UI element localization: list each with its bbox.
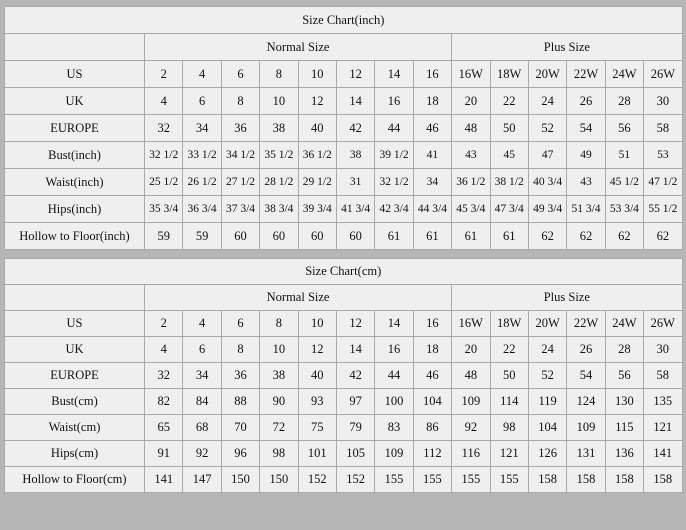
cell: 48 (452, 115, 490, 142)
group-header-normal: Normal Size (145, 285, 452, 311)
cell: 22 (490, 337, 528, 363)
cell: 150 (260, 467, 298, 493)
cell: 58 (644, 363, 682, 389)
cell: 62 (644, 223, 683, 250)
cell: 61 (452, 223, 490, 250)
cell: 8 (260, 311, 298, 337)
table-row (5, 389, 683, 415)
cell: 4 (145, 88, 183, 115)
cell: 34 1/2 (221, 142, 259, 169)
cell: 22 (490, 88, 528, 115)
cell: 2 (145, 311, 183, 337)
cell: 38 1/2 (490, 169, 528, 196)
cell: 44 3/4 (413, 196, 451, 223)
cell: 20 (452, 337, 490, 363)
cell: 18W (490, 61, 528, 88)
cell: 126 (528, 441, 566, 467)
table-row (5, 88, 683, 115)
table-row (5, 196, 683, 223)
table-row (5, 223, 683, 250)
cell: 10 (260, 337, 298, 363)
cell: 35 1/2 (260, 142, 298, 169)
cell: 29 1/2 (298, 169, 336, 196)
cell: 26 1/2 (183, 169, 221, 196)
cell: 104 (528, 415, 566, 441)
cell: 42 (336, 115, 374, 142)
cell: 82 (145, 389, 183, 415)
cell: 119 (528, 389, 566, 415)
cell: 62 (528, 223, 566, 250)
cell: 14 (336, 88, 374, 115)
cell: 24 (528, 88, 566, 115)
cell: 121 (644, 415, 682, 441)
cell: 155 (413, 467, 451, 493)
cell: 50 (490, 115, 528, 142)
cell: 10 (298, 61, 336, 88)
cell: 33 1/2 (183, 142, 221, 169)
cell: 24W (605, 311, 643, 337)
cell: 84 (183, 389, 221, 415)
corner-cell (5, 34, 145, 61)
cell: 34 (413, 169, 451, 196)
cell: 36 1/2 (452, 169, 490, 196)
cell: 90 (260, 389, 298, 415)
cell: 8 (221, 88, 259, 115)
row-label: US (5, 61, 145, 88)
row-label: EUROPE (5, 115, 145, 142)
cell: 22W (567, 311, 605, 337)
cell: 97 (336, 389, 374, 415)
cell: 49 3/4 (528, 196, 566, 223)
cell: 42 (336, 363, 374, 389)
cell: 147 (183, 467, 221, 493)
cell: 83 (375, 415, 413, 441)
cell: 38 3/4 (260, 196, 298, 223)
cell: 124 (567, 389, 605, 415)
cell: 12 (298, 337, 336, 363)
cell: 39 3/4 (298, 196, 336, 223)
chart-group-row (5, 34, 683, 61)
cell: 98 (490, 415, 528, 441)
cell: 26 (567, 337, 605, 363)
cell: 27 1/2 (221, 169, 259, 196)
cell: 8 (221, 337, 259, 363)
row-label: US (5, 311, 145, 337)
cell: 114 (490, 389, 528, 415)
cell: 36 1/2 (298, 142, 336, 169)
cell: 101 (298, 441, 336, 467)
cell: 60 (221, 223, 259, 250)
cell: 79 (336, 415, 374, 441)
cell: 45 1/2 (605, 169, 643, 196)
cell: 115 (605, 415, 643, 441)
cell: 16 (413, 311, 451, 337)
cell: 92 (452, 415, 490, 441)
table-row (5, 337, 683, 363)
cell: 47 (528, 142, 566, 169)
row-label: Hollow to Floor(cm) (5, 467, 145, 493)
cell: 47 1/2 (644, 169, 683, 196)
cell: 121 (490, 441, 528, 467)
cell: 14 (375, 61, 413, 88)
size-chart-cm (4, 258, 683, 493)
cell: 60 (260, 223, 298, 250)
cell: 61 (375, 223, 413, 250)
cell: 158 (567, 467, 605, 493)
cell: 6 (183, 88, 221, 115)
cell: 28 (605, 88, 643, 115)
cell: 12 (298, 88, 336, 115)
cell: 61 (490, 223, 528, 250)
cell: 86 (413, 415, 451, 441)
cell: 20W (528, 311, 566, 337)
cell: 100 (375, 389, 413, 415)
cell: 30 (644, 337, 682, 363)
cell: 18 (413, 88, 451, 115)
cell: 6 (221, 311, 259, 337)
cell: 56 (605, 115, 643, 142)
row-label: Waist(cm) (5, 415, 145, 441)
cell: 4 (145, 337, 183, 363)
cell: 65 (145, 415, 183, 441)
cell: 61 (413, 223, 451, 250)
cell: 51 3/4 (567, 196, 605, 223)
cell: 8 (260, 61, 298, 88)
cell: 60 (298, 223, 336, 250)
cell: 18 (413, 337, 451, 363)
cell: 50 (490, 363, 528, 389)
cell: 4 (183, 311, 221, 337)
cell: 109 (452, 389, 490, 415)
cell: 68 (183, 415, 221, 441)
cell: 88 (221, 389, 259, 415)
table-row (5, 415, 683, 441)
cell: 22W (567, 61, 605, 88)
cell: 75 (298, 415, 336, 441)
cell: 16W (452, 311, 490, 337)
cell: 54 (567, 363, 605, 389)
chart-title: Size Chart(inch) (5, 7, 683, 34)
cell: 26W (644, 61, 683, 88)
cell: 141 (145, 467, 183, 493)
group-header-plus: Plus Size (452, 285, 682, 311)
row-label: Bust(inch) (5, 142, 145, 169)
cell: 52 (528, 115, 566, 142)
cell: 38 (260, 363, 298, 389)
cell: 104 (413, 389, 451, 415)
cell: 155 (490, 467, 528, 493)
table-row (5, 363, 683, 389)
cell: 60 (336, 223, 374, 250)
cell: 43 (567, 169, 605, 196)
cell: 32 1/2 (375, 169, 413, 196)
row-label: Hips(cm) (5, 441, 145, 467)
cell: 20W (528, 61, 566, 88)
cell: 14 (375, 311, 413, 337)
cell: 141 (644, 441, 682, 467)
chart-title-row (5, 7, 683, 34)
table-row (5, 169, 683, 196)
cell: 152 (336, 467, 374, 493)
cell: 155 (375, 467, 413, 493)
cell: 32 1/2 (145, 142, 183, 169)
row-label: UK (5, 88, 145, 115)
cell: 31 (336, 169, 374, 196)
cell: 131 (567, 441, 605, 467)
cell: 51 (605, 142, 643, 169)
cell: 158 (605, 467, 643, 493)
group-header-normal: Normal Size (145, 34, 452, 61)
table-row (5, 311, 683, 337)
table-row (5, 61, 683, 88)
cell: 41 (413, 142, 451, 169)
cell: 55 1/2 (644, 196, 683, 223)
cell: 44 (375, 363, 413, 389)
cell: 26 (567, 88, 605, 115)
row-label: UK (5, 337, 145, 363)
cell: 38 (260, 115, 298, 142)
cell: 70 (221, 415, 259, 441)
cell: 96 (221, 441, 259, 467)
cell: 14 (336, 337, 374, 363)
cell: 24W (605, 61, 643, 88)
cell: 155 (452, 467, 490, 493)
cell: 47 3/4 (490, 196, 528, 223)
cell: 34 (183, 115, 221, 142)
cell: 116 (452, 441, 490, 467)
cell: 109 (567, 415, 605, 441)
cell: 136 (605, 441, 643, 467)
cell: 40 (298, 363, 336, 389)
cell: 28 (605, 337, 643, 363)
size-chart-inch (4, 6, 683, 250)
cell: 26W (644, 311, 682, 337)
group-header-plus: Plus Size (452, 34, 683, 61)
cell: 72 (260, 415, 298, 441)
cell: 36 3/4 (183, 196, 221, 223)
cell: 25 1/2 (145, 169, 183, 196)
cell: 46 (413, 363, 451, 389)
cell: 49 (567, 142, 605, 169)
cell: 109 (375, 441, 413, 467)
cell: 98 (260, 441, 298, 467)
cell: 16 (375, 337, 413, 363)
cell: 53 (644, 142, 683, 169)
cell: 35 3/4 (145, 196, 183, 223)
cell: 38 (336, 142, 374, 169)
cell: 12 (336, 61, 374, 88)
chart-group-row (5, 285, 683, 311)
chart-title-row (5, 259, 683, 285)
cell: 44 (375, 115, 413, 142)
corner-cell (5, 285, 145, 311)
cell: 93 (298, 389, 336, 415)
cell: 10 (298, 311, 336, 337)
cell: 37 3/4 (221, 196, 259, 223)
cell: 54 (567, 115, 605, 142)
cell: 135 (644, 389, 682, 415)
cell: 10 (260, 88, 298, 115)
cell: 20 (452, 88, 490, 115)
cell: 40 3/4 (528, 169, 566, 196)
cell: 42 3/4 (375, 196, 413, 223)
cell: 6 (183, 337, 221, 363)
cell: 41 3/4 (336, 196, 374, 223)
row-label: Waist(inch) (5, 169, 145, 196)
cell: 45 3/4 (452, 196, 490, 223)
cell: 2 (145, 61, 183, 88)
cell: 32 (145, 115, 183, 142)
cell: 45 (490, 142, 528, 169)
cell: 91 (145, 441, 183, 467)
cell: 32 (145, 363, 183, 389)
cell: 92 (183, 441, 221, 467)
cell: 39 1/2 (375, 142, 413, 169)
cell: 28 1/2 (260, 169, 298, 196)
cell: 46 (413, 115, 451, 142)
cell: 62 (567, 223, 605, 250)
cell: 48 (452, 363, 490, 389)
cell: 62 (605, 223, 643, 250)
cell: 36 (221, 115, 259, 142)
table-row (5, 441, 683, 467)
cell: 158 (528, 467, 566, 493)
row-label: Hollow to Floor(inch) (5, 223, 145, 250)
chart-title: Size Chart(cm) (5, 259, 683, 285)
cell: 18W (490, 311, 528, 337)
cell: 105 (336, 441, 374, 467)
cell: 130 (605, 389, 643, 415)
row-label: Bust(cm) (5, 389, 145, 415)
cell: 59 (145, 223, 183, 250)
table-row (5, 467, 683, 493)
cell: 16 (413, 61, 451, 88)
cell: 53 3/4 (605, 196, 643, 223)
cell: 6 (221, 61, 259, 88)
cell: 56 (605, 363, 643, 389)
cell: 16W (452, 61, 490, 88)
cell: 24 (528, 337, 566, 363)
cell: 12 (336, 311, 374, 337)
cell: 158 (644, 467, 682, 493)
cell: 59 (183, 223, 221, 250)
cell: 152 (298, 467, 336, 493)
cell: 52 (528, 363, 566, 389)
cell: 34 (183, 363, 221, 389)
cell: 40 (298, 115, 336, 142)
row-label: EUROPE (5, 363, 145, 389)
cell: 4 (183, 61, 221, 88)
cell: 16 (375, 88, 413, 115)
table-row (5, 115, 683, 142)
cell: 58 (644, 115, 683, 142)
cell: 43 (452, 142, 490, 169)
row-label: Hips(inch) (5, 196, 145, 223)
table-row (5, 142, 683, 169)
cell: 112 (413, 441, 451, 467)
cell: 30 (644, 88, 683, 115)
cell: 36 (221, 363, 259, 389)
cell: 150 (221, 467, 259, 493)
